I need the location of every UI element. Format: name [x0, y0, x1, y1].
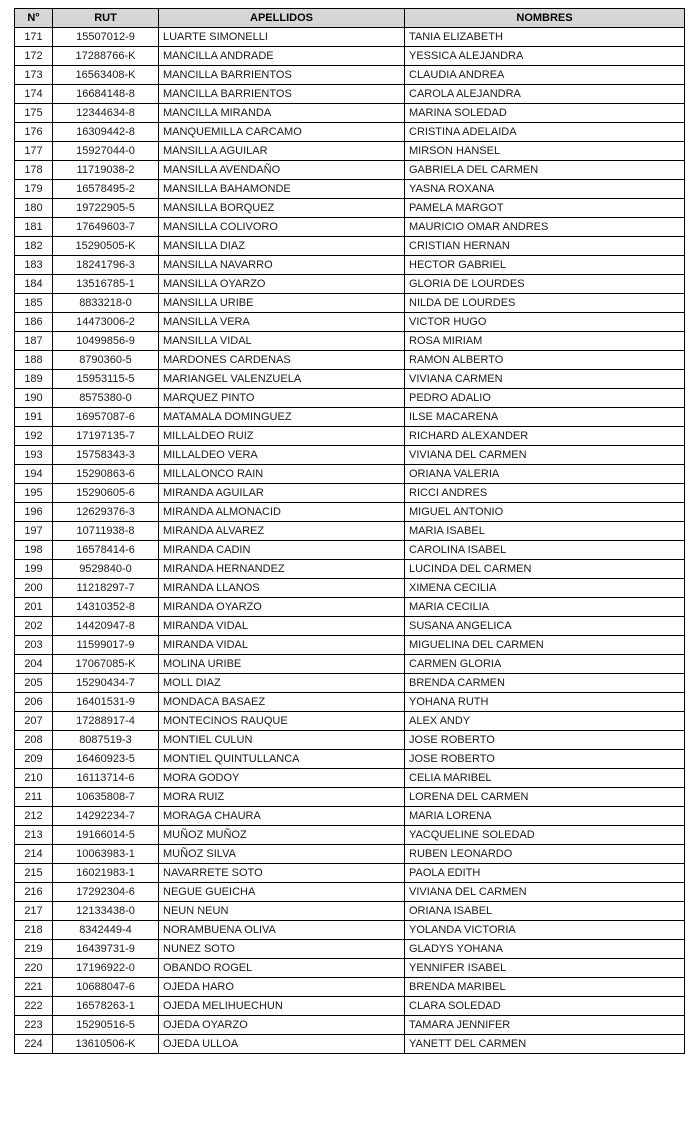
cell-num: 174: [15, 85, 53, 104]
cell-rut: 16957087-6: [53, 408, 159, 427]
cell-num: 211: [15, 788, 53, 807]
cell-nombres: YESSICA ALEJANDRA: [405, 47, 685, 66]
table-row: [15, 598, 685, 617]
cell-apellidos: MANSILLA OYARZO: [159, 275, 405, 294]
cell-rut: 17649603-7: [53, 218, 159, 237]
cell-num: 195: [15, 484, 53, 503]
cell-apellidos: OJEDA ULLOA: [159, 1035, 405, 1054]
cell-rut: 12133438-0: [53, 902, 159, 921]
table-row: [15, 351, 685, 370]
cell-num: 210: [15, 769, 53, 788]
column-header-rut: RUT: [53, 9, 159, 28]
cell-rut: 10711938-8: [53, 522, 159, 541]
cell-nombres: RUBEN LEONARDO: [405, 845, 685, 864]
cell-num: 206: [15, 693, 53, 712]
table-row: [15, 693, 685, 712]
cell-apellidos: MILLALDEO VERA: [159, 446, 405, 465]
column-header-apellidos: APELLIDOS: [159, 9, 405, 28]
cell-apellidos: MONDACA BASAEZ: [159, 693, 405, 712]
cell-num: 221: [15, 978, 53, 997]
cell-apellidos: MOLL DIAZ: [159, 674, 405, 693]
cell-num: 222: [15, 997, 53, 1016]
cell-nombres: MARIA CECILIA: [405, 598, 685, 617]
table-row: [15, 199, 685, 218]
cell-apellidos: OJEDA HARO: [159, 978, 405, 997]
cell-apellidos: MIRANDA ALMONACID: [159, 503, 405, 522]
cell-rut: 16113714-6: [53, 769, 159, 788]
cell-rut: 8790360-5: [53, 351, 159, 370]
cell-num: 192: [15, 427, 53, 446]
cell-rut: 16578495-2: [53, 180, 159, 199]
cell-rut: 17292304-6: [53, 883, 159, 902]
cell-nombres: HECTOR GABRIEL: [405, 256, 685, 275]
table-row: [15, 902, 685, 921]
table-row: [15, 370, 685, 389]
cell-nombres: CRISTINA ADELAIDA: [405, 123, 685, 142]
cell-rut: 17067085-K: [53, 655, 159, 674]
cell-nombres: LUCINDA DEL CARMEN: [405, 560, 685, 579]
cell-nombres: ALEX ANDY: [405, 712, 685, 731]
cell-apellidos: MANCILLA MIRANDA: [159, 104, 405, 123]
cell-nombres: PAOLA EDITH: [405, 864, 685, 883]
cell-num: 207: [15, 712, 53, 731]
cell-rut: 11719038-2: [53, 161, 159, 180]
cell-num: 219: [15, 940, 53, 959]
table-row: [15, 142, 685, 161]
cell-nombres: ROSA MIRIAM: [405, 332, 685, 351]
cell-rut: 9529840-0: [53, 560, 159, 579]
cell-num: 175: [15, 104, 53, 123]
cell-apellidos: MIRANDA AGUILAR: [159, 484, 405, 503]
cell-apellidos: MANCILLA BARRIENTOS: [159, 85, 405, 104]
cell-rut: 8575380-0: [53, 389, 159, 408]
cell-nombres: VIVIANA DEL CARMEN: [405, 446, 685, 465]
cell-rut: 15953115-5: [53, 370, 159, 389]
table-row: [15, 541, 685, 560]
cell-rut: 15290434-7: [53, 674, 159, 693]
cell-rut: 17288917-4: [53, 712, 159, 731]
cell-num: 215: [15, 864, 53, 883]
table-row: [15, 845, 685, 864]
cell-num: 190: [15, 389, 53, 408]
cell-num: 208: [15, 731, 53, 750]
cell-nombres: RICCI ANDRES: [405, 484, 685, 503]
cell-num: 183: [15, 256, 53, 275]
cell-num: 177: [15, 142, 53, 161]
cell-apellidos: MIRANDA OYARZO: [159, 598, 405, 617]
cell-nombres: CRISTIAN HERNAN: [405, 237, 685, 256]
column-header-num: N°: [15, 9, 53, 28]
cell-rut: 16684148-8: [53, 85, 159, 104]
cell-rut: 14473006-2: [53, 313, 159, 332]
cell-nombres: ORIANA VALERIA: [405, 465, 685, 484]
cell-nombres: SUSANA ANGELICA: [405, 617, 685, 636]
cell-apellidos: MIRANDA LLANOS: [159, 579, 405, 598]
cell-rut: 8087519-3: [53, 731, 159, 750]
table-row: [15, 940, 685, 959]
cell-nombres: GLADYS YOHANA: [405, 940, 685, 959]
cell-num: 220: [15, 959, 53, 978]
cell-rut: 16578414-6: [53, 541, 159, 560]
table-row: [15, 85, 685, 104]
cell-apellidos: MANSILLA AGUILAR: [159, 142, 405, 161]
cell-apellidos: MIRANDA ALVAREZ: [159, 522, 405, 541]
cell-apellidos: OJEDA OYARZO: [159, 1016, 405, 1035]
cell-num: 216: [15, 883, 53, 902]
table-row: [15, 750, 685, 769]
cell-num: 179: [15, 180, 53, 199]
cell-nombres: ORIANA ISABEL: [405, 902, 685, 921]
table-row: [15, 28, 685, 47]
roster-table: [14, 8, 685, 1054]
cell-apellidos: MOLINA URIBE: [159, 655, 405, 674]
cell-nombres: YENNIFER ISABEL: [405, 959, 685, 978]
table-header-row: [15, 9, 685, 28]
cell-apellidos: MARQUEZ PINTO: [159, 389, 405, 408]
cell-nombres: MARIA LORENA: [405, 807, 685, 826]
cell-apellidos: MIRANDA VIDAL: [159, 636, 405, 655]
cell-rut: 15290605-6: [53, 484, 159, 503]
cell-num: 182: [15, 237, 53, 256]
table-row: [15, 427, 685, 446]
cell-rut: 14292234-7: [53, 807, 159, 826]
cell-nombres: GABRIELA DEL CARMEN: [405, 161, 685, 180]
table-row: [15, 484, 685, 503]
table-row: [15, 978, 685, 997]
cell-num: 185: [15, 294, 53, 313]
cell-nombres: MIGUELINA DEL CARMEN: [405, 636, 685, 655]
cell-rut: 16439731-9: [53, 940, 159, 959]
table-row: [15, 332, 685, 351]
cell-num: 218: [15, 921, 53, 940]
cell-nombres: CAROLA ALEJANDRA: [405, 85, 685, 104]
cell-apellidos: MIRANDA HERNANDEZ: [159, 560, 405, 579]
cell-apellidos: MILLALDEO RUIZ: [159, 427, 405, 446]
cell-nombres: BRENDA MARIBEL: [405, 978, 685, 997]
cell-apellidos: MANSILLA BAHAMONDE: [159, 180, 405, 199]
cell-rut: 15758343-3: [53, 446, 159, 465]
table-row: [15, 674, 685, 693]
table-row: [15, 465, 685, 484]
cell-apellidos: MANSILLA NAVARRO: [159, 256, 405, 275]
cell-num: 224: [15, 1035, 53, 1054]
cell-apellidos: MORA RUIZ: [159, 788, 405, 807]
cell-num: 191: [15, 408, 53, 427]
table-row: [15, 161, 685, 180]
cell-apellidos: MUÑOZ SILVA: [159, 845, 405, 864]
cell-num: 184: [15, 275, 53, 294]
cell-nombres: YANETT DEL CARMEN: [405, 1035, 685, 1054]
cell-num: 204: [15, 655, 53, 674]
table-row: [15, 560, 685, 579]
cell-rut: 16021983-1: [53, 864, 159, 883]
cell-num: 212: [15, 807, 53, 826]
cell-num: 196: [15, 503, 53, 522]
cell-num: 193: [15, 446, 53, 465]
table-row: [15, 522, 685, 541]
cell-rut: 16578263-1: [53, 997, 159, 1016]
cell-apellidos: NEUN NEUN: [159, 902, 405, 921]
cell-rut: 8342449-4: [53, 921, 159, 940]
table-row: [15, 123, 685, 142]
cell-apellidos: MONTIEL CULUN: [159, 731, 405, 750]
table-row: [15, 712, 685, 731]
cell-apellidos: MANSILLA COLIVORO: [159, 218, 405, 237]
table-row: [15, 104, 685, 123]
cell-apellidos: MANSILLA URIBE: [159, 294, 405, 313]
cell-nombres: RAMON ALBERTO: [405, 351, 685, 370]
cell-rut: 10688047-6: [53, 978, 159, 997]
table-row: [15, 1016, 685, 1035]
cell-nombres: YOLANDA VICTORIA: [405, 921, 685, 940]
cell-num: 202: [15, 617, 53, 636]
cell-apellidos: MANSILLA BORQUEZ: [159, 199, 405, 218]
cell-nombres: XIMENA CECILIA: [405, 579, 685, 598]
cell-rut: 18241796-3: [53, 256, 159, 275]
cell-num: 209: [15, 750, 53, 769]
table-row: [15, 294, 685, 313]
cell-rut: 15927044-0: [53, 142, 159, 161]
cell-nombres: MIGUEL ANTONIO: [405, 503, 685, 522]
cell-rut: 16563408-K: [53, 66, 159, 85]
cell-rut: 11218297-7: [53, 579, 159, 598]
column-header-nombres: NOMBRES: [405, 9, 685, 28]
cell-apellidos: OJEDA MELIHUECHUN: [159, 997, 405, 1016]
table-body: [15, 28, 685, 1054]
cell-apellidos: NAVARRETE SOTO: [159, 864, 405, 883]
cell-num: 187: [15, 332, 53, 351]
cell-rut: 13610506-K: [53, 1035, 159, 1054]
cell-apellidos: MIRANDA VIDAL: [159, 617, 405, 636]
cell-apellidos: MANSILLA AVENDAÑO: [159, 161, 405, 180]
table-row: [15, 66, 685, 85]
cell-rut: 14310352-8: [53, 598, 159, 617]
cell-num: 188: [15, 351, 53, 370]
cell-rut: 11599017-9: [53, 636, 159, 655]
table-row: [15, 446, 685, 465]
table-row: [15, 218, 685, 237]
cell-apellidos: OBANDO ROGEL: [159, 959, 405, 978]
cell-nombres: TANIA ELIZABETH: [405, 28, 685, 47]
cell-apellidos: MANCILLA BARRIENTOS: [159, 66, 405, 85]
cell-rut: 16401531-9: [53, 693, 159, 712]
cell-apellidos: LUARTE SIMONELLI: [159, 28, 405, 47]
cell-num: 173: [15, 66, 53, 85]
cell-apellidos: MARIANGEL VALENZUELA: [159, 370, 405, 389]
cell-apellidos: MILLALONCO RAIN: [159, 465, 405, 484]
cell-apellidos: MATAMALA DOMINGUEZ: [159, 408, 405, 427]
cell-num: 181: [15, 218, 53, 237]
cell-nombres: VICTOR HUGO: [405, 313, 685, 332]
table-row: [15, 826, 685, 845]
cell-rut: 8833218-0: [53, 294, 159, 313]
table-row: [15, 921, 685, 940]
cell-apellidos: MUÑOZ MUÑOZ: [159, 826, 405, 845]
cell-nombres: JOSE ROBERTO: [405, 731, 685, 750]
cell-apellidos: MANSILLA VIDAL: [159, 332, 405, 351]
table-row: [15, 864, 685, 883]
cell-num: 189: [15, 370, 53, 389]
cell-apellidos: MIRANDA CADIN: [159, 541, 405, 560]
cell-apellidos: MANCILLA ANDRADE: [159, 47, 405, 66]
cell-nombres: PAMELA MARGOT: [405, 199, 685, 218]
table-row: [15, 256, 685, 275]
cell-apellidos: NORAMBUENA OLIVA: [159, 921, 405, 940]
cell-rut: 19722905-5: [53, 199, 159, 218]
table-row: [15, 636, 685, 655]
table-row: [15, 959, 685, 978]
cell-num: 201: [15, 598, 53, 617]
cell-rut: 12629376-3: [53, 503, 159, 522]
cell-num: 172: [15, 47, 53, 66]
table-row: [15, 579, 685, 598]
cell-nombres: CLARA SOLEDAD: [405, 997, 685, 1016]
cell-apellidos: MONTIEL QUINTULLANCA: [159, 750, 405, 769]
cell-num: 171: [15, 28, 53, 47]
cell-nombres: CARMEN GLORIA: [405, 655, 685, 674]
cell-rut: 15290505-K: [53, 237, 159, 256]
cell-rut: 15290863-6: [53, 465, 159, 484]
table-row: [15, 807, 685, 826]
cell-rut: 14420947-8: [53, 617, 159, 636]
cell-nombres: MARINA SOLEDAD: [405, 104, 685, 123]
cell-nombres: PEDRO ADALIO: [405, 389, 685, 408]
table-row: [15, 180, 685, 199]
cell-rut: 15290516-5: [53, 1016, 159, 1035]
table-row: [15, 617, 685, 636]
cell-nombres: YASNA ROXANA: [405, 180, 685, 199]
table-row: [15, 1035, 685, 1054]
cell-nombres: VIVIANA DEL CARMEN: [405, 883, 685, 902]
cell-nombres: CELIA MARIBEL: [405, 769, 685, 788]
cell-rut: 17288766-K: [53, 47, 159, 66]
cell-rut: 16460923-5: [53, 750, 159, 769]
table-row: [15, 883, 685, 902]
cell-nombres: BRENDA CARMEN: [405, 674, 685, 693]
cell-apellidos: MORAGA CHAURA: [159, 807, 405, 826]
table-row: [15, 655, 685, 674]
cell-nombres: MARIA ISABEL: [405, 522, 685, 541]
cell-nombres: YACQUELINE SOLEDAD: [405, 826, 685, 845]
cell-nombres: CLAUDIA ANDREA: [405, 66, 685, 85]
cell-apellidos: MANSILLA VERA: [159, 313, 405, 332]
cell-num: 180: [15, 199, 53, 218]
cell-num: 203: [15, 636, 53, 655]
cell-nombres: MIRSON HANSEL: [405, 142, 685, 161]
table-header: [15, 9, 685, 28]
table-row: [15, 503, 685, 522]
cell-apellidos: MANSILLA DIAZ: [159, 237, 405, 256]
cell-num: 199: [15, 560, 53, 579]
cell-rut: 19166014-5: [53, 826, 159, 845]
cell-rut: 12344634-8: [53, 104, 159, 123]
cell-nombres: GLORIA DE LOURDES: [405, 275, 685, 294]
cell-rut: 16309442-8: [53, 123, 159, 142]
cell-num: 197: [15, 522, 53, 541]
cell-apellidos: NEGUE GUEICHA: [159, 883, 405, 902]
cell-nombres: ILSE MACARENA: [405, 408, 685, 427]
cell-apellidos: MONTECINOS RAUQUE: [159, 712, 405, 731]
cell-nombres: CAROLINA ISABEL: [405, 541, 685, 560]
cell-rut: 15507012-9: [53, 28, 159, 47]
cell-num: 205: [15, 674, 53, 693]
cell-num: 223: [15, 1016, 53, 1035]
cell-nombres: YOHANA RUTH: [405, 693, 685, 712]
cell-nombres: TAMARA JENNIFER: [405, 1016, 685, 1035]
cell-apellidos: NUNEZ SOTO: [159, 940, 405, 959]
table-row: [15, 237, 685, 256]
cell-num: 176: [15, 123, 53, 142]
cell-num: 200: [15, 579, 53, 598]
cell-rut: 10635808-7: [53, 788, 159, 807]
cell-rut: 13516785-1: [53, 275, 159, 294]
table-row: [15, 731, 685, 750]
cell-num: 213: [15, 826, 53, 845]
table-row: [15, 47, 685, 66]
cell-rut: 17197135-7: [53, 427, 159, 446]
cell-rut: 10499856-9: [53, 332, 159, 351]
cell-nombres: VIVIANA CARMEN: [405, 370, 685, 389]
cell-apellidos: MARDONES CARDENAS: [159, 351, 405, 370]
table-row: [15, 408, 685, 427]
table-row: [15, 313, 685, 332]
cell-num: 178: [15, 161, 53, 180]
cell-nombres: RICHARD ALEXANDER: [405, 427, 685, 446]
table-row: [15, 769, 685, 788]
cell-num: 217: [15, 902, 53, 921]
table-row: [15, 788, 685, 807]
cell-rut: 17196922-0: [53, 959, 159, 978]
cell-apellidos: MORA GODOY: [159, 769, 405, 788]
cell-rut: 10063983-1: [53, 845, 159, 864]
cell-nombres: NILDA DE LOURDES: [405, 294, 685, 313]
cell-num: 186: [15, 313, 53, 332]
cell-num: 214: [15, 845, 53, 864]
table-row: [15, 389, 685, 408]
cell-num: 198: [15, 541, 53, 560]
table-row: [15, 997, 685, 1016]
cell-nombres: MAURICIO OMAR ANDRES: [405, 218, 685, 237]
table-row: [15, 275, 685, 294]
cell-num: 194: [15, 465, 53, 484]
cell-apellidos: MANQUEMILLA CARCAMO: [159, 123, 405, 142]
cell-nombres: LORENA DEL CARMEN: [405, 788, 685, 807]
cell-nombres: JOSE ROBERTO: [405, 750, 685, 769]
